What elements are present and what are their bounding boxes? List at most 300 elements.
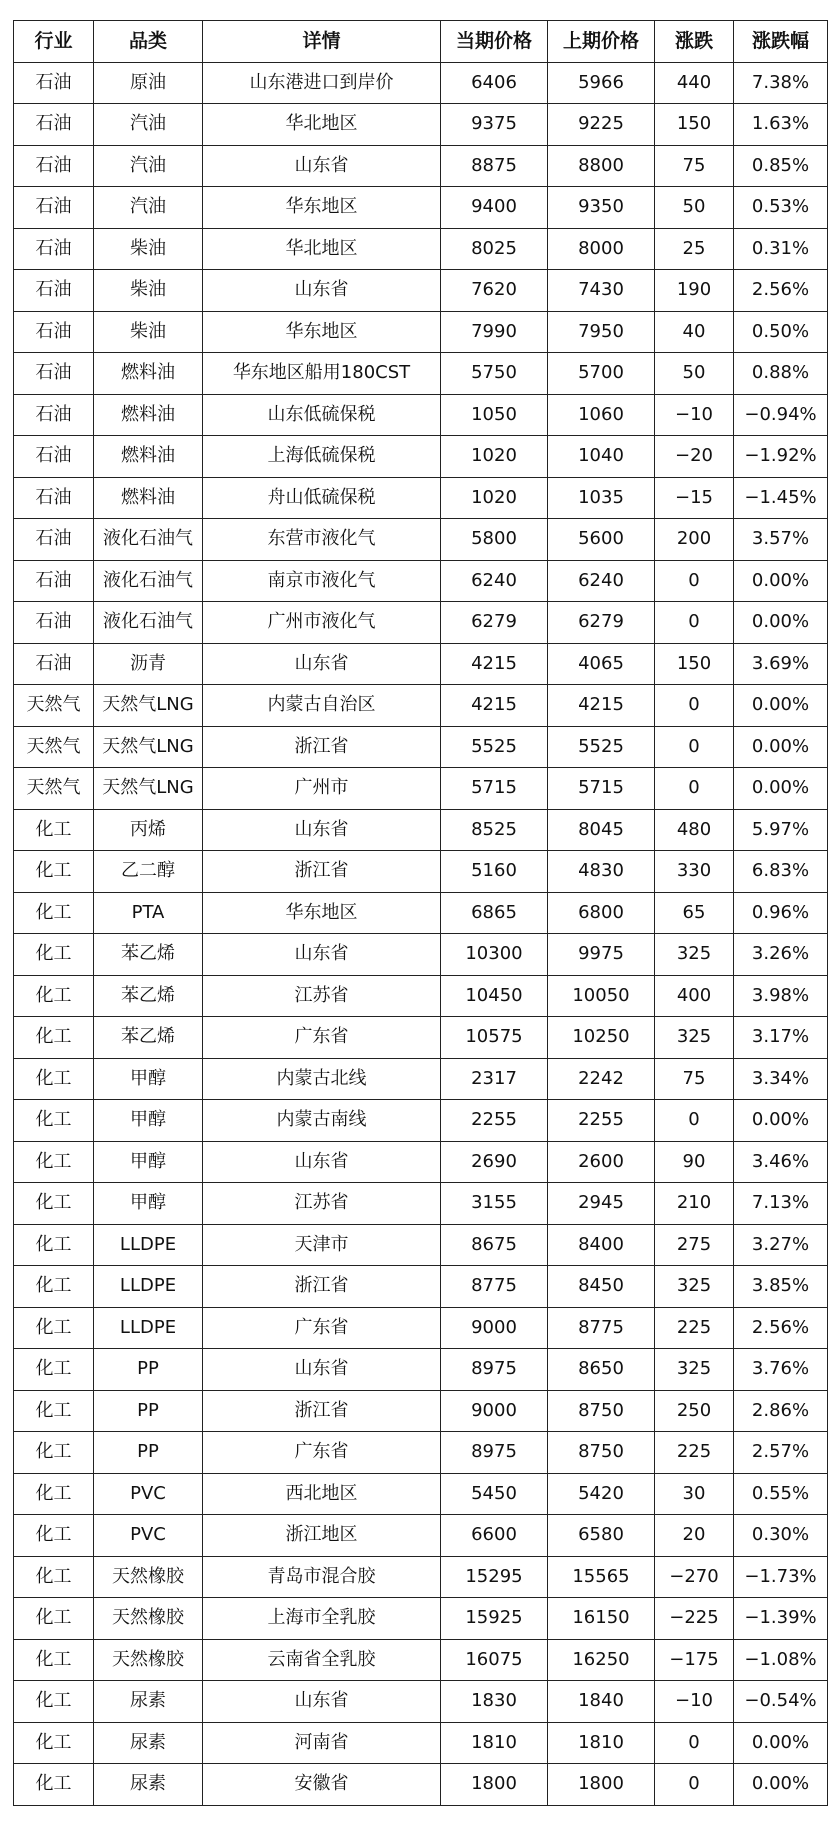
cell-change-percent: 0.30%: [734, 1515, 828, 1557]
cell-previous-price: 9350: [548, 187, 655, 229]
table-row: [14, 1681, 828, 1723]
cell-category: PVC: [94, 1515, 203, 1557]
cell-detail: 广东省: [203, 1017, 441, 1059]
cell-current-price: 4215: [441, 643, 548, 685]
cell-category: 尿素: [94, 1764, 203, 1806]
cell-change-percent: −0.54%: [734, 1681, 828, 1723]
cell-change-percent: −1.39%: [734, 1598, 828, 1640]
cell-category: 汽油: [94, 145, 203, 187]
cell-current-price: 10300: [441, 934, 548, 976]
cell-current-price: 6865: [441, 892, 548, 934]
cell-category: 燃料油: [94, 394, 203, 436]
cell-category: 燃料油: [94, 477, 203, 519]
table-row: [14, 1349, 828, 1391]
cell-change: 225: [655, 1307, 734, 1349]
cell-category: 天然气LNG: [94, 726, 203, 768]
cell-current-price: 1020: [441, 436, 548, 478]
cell-current-price: 9000: [441, 1390, 548, 1432]
cell-change: 400: [655, 975, 734, 1017]
cell-change: 200: [655, 519, 734, 561]
table-row: [14, 187, 828, 229]
cell-previous-price: 16150: [548, 1598, 655, 1640]
cell-current-price: 8775: [441, 1266, 548, 1308]
cell-change-percent: 3.76%: [734, 1349, 828, 1391]
cell-industry: 石油: [14, 353, 94, 395]
cell-change: 20: [655, 1515, 734, 1557]
cell-change-percent: −1.73%: [734, 1556, 828, 1598]
cell-industry: 化工: [14, 1639, 94, 1681]
cell-category: 天然橡胶: [94, 1598, 203, 1640]
table-row: [14, 851, 828, 893]
header-category: 品类: [94, 21, 203, 63]
cell-industry: 化工: [14, 1141, 94, 1183]
cell-industry: 化工: [14, 851, 94, 893]
cell-previous-price: 2600: [548, 1141, 655, 1183]
cell-change: 65: [655, 892, 734, 934]
cell-category: 尿素: [94, 1681, 203, 1723]
cell-industry: 化工: [14, 1100, 94, 1142]
cell-category: PVC: [94, 1473, 203, 1515]
cell-industry: 化工: [14, 1764, 94, 1806]
cell-change: 30: [655, 1473, 734, 1515]
cell-current-price: 6600: [441, 1515, 548, 1557]
cell-category: 甲醇: [94, 1141, 203, 1183]
cell-category: 天然橡胶: [94, 1639, 203, 1681]
cell-category: 天然气LNG: [94, 768, 203, 810]
cell-detail: 内蒙古北线: [203, 1058, 441, 1100]
cell-detail: 山东省: [203, 1141, 441, 1183]
table-body: [14, 62, 828, 1805]
cell-change: 75: [655, 1058, 734, 1100]
cell-detail: 云南省全乳胶: [203, 1639, 441, 1681]
cell-current-price: 8875: [441, 145, 548, 187]
cell-category: PP: [94, 1432, 203, 1474]
table-row: [14, 436, 828, 478]
cell-category: 甲醇: [94, 1100, 203, 1142]
table-row: [14, 726, 828, 768]
cell-category: 甲醇: [94, 1183, 203, 1225]
cell-current-price: 2317: [441, 1058, 548, 1100]
cell-industry: 化工: [14, 934, 94, 976]
cell-previous-price: 6800: [548, 892, 655, 934]
cell-change: 0: [655, 685, 734, 727]
cell-current-price: 8675: [441, 1224, 548, 1266]
cell-industry: 化工: [14, 975, 94, 1017]
table-row: [14, 1017, 828, 1059]
cell-detail: 青岛市混合胶: [203, 1556, 441, 1598]
cell-previous-price: 5525: [548, 726, 655, 768]
cell-industry: 石油: [14, 104, 94, 146]
table-row: [14, 643, 828, 685]
table-row: [14, 1639, 828, 1681]
cell-detail: 上海低硫保税: [203, 436, 441, 478]
cell-change-percent: 0.53%: [734, 187, 828, 229]
cell-change: 210: [655, 1183, 734, 1225]
cell-industry: 化工: [14, 1307, 94, 1349]
cell-change: −10: [655, 1681, 734, 1723]
cell-change: 440: [655, 62, 734, 104]
cell-change-percent: 0.00%: [734, 602, 828, 644]
cell-industry: 石油: [14, 643, 94, 685]
cell-previous-price: 1840: [548, 1681, 655, 1723]
cell-category: LLDPE: [94, 1307, 203, 1349]
cell-change: 150: [655, 104, 734, 146]
cell-change-percent: 0.85%: [734, 145, 828, 187]
table-row: [14, 1307, 828, 1349]
cell-current-price: 8525: [441, 809, 548, 851]
cell-previous-price: 6580: [548, 1515, 655, 1557]
cell-change: 190: [655, 270, 734, 312]
cell-change: 75: [655, 145, 734, 187]
cell-change: 90: [655, 1141, 734, 1183]
cell-category: 沥青: [94, 643, 203, 685]
cell-detail: 山东省: [203, 809, 441, 851]
header-row: [14, 21, 828, 63]
header-detail: 详情: [203, 21, 441, 63]
cell-previous-price: 4830: [548, 851, 655, 893]
cell-current-price: 1810: [441, 1722, 548, 1764]
cell-change-percent: 0.00%: [734, 1100, 828, 1142]
cell-change-percent: 0.00%: [734, 560, 828, 602]
cell-industry: 石油: [14, 62, 94, 104]
cell-change-percent: 6.83%: [734, 851, 828, 893]
cell-industry: 化工: [14, 1224, 94, 1266]
header-previous-price: 上期价格: [548, 21, 655, 63]
cell-change-percent: 0.00%: [734, 726, 828, 768]
cell-current-price: 5450: [441, 1473, 548, 1515]
cell-change: −225: [655, 1598, 734, 1640]
cell-current-price: 5525: [441, 726, 548, 768]
cell-category: PTA: [94, 892, 203, 934]
cell-current-price: 6240: [441, 560, 548, 602]
cell-change: 325: [655, 934, 734, 976]
cell-previous-price: 8750: [548, 1432, 655, 1474]
cell-change: 50: [655, 187, 734, 229]
cell-previous-price: 1035: [548, 477, 655, 519]
header-change: 涨跌: [655, 21, 734, 63]
cell-change-percent: 3.26%: [734, 934, 828, 976]
cell-category: PP: [94, 1349, 203, 1391]
cell-industry: 石油: [14, 436, 94, 478]
cell-change-percent: 3.17%: [734, 1017, 828, 1059]
cell-category: 乙二醇: [94, 851, 203, 893]
cell-current-price: 1020: [441, 477, 548, 519]
cell-industry: 化工: [14, 1017, 94, 1059]
cell-change: 0: [655, 768, 734, 810]
price-table-container: [13, 20, 827, 1806]
cell-change: −20: [655, 436, 734, 478]
table-row: [14, 1266, 828, 1308]
cell-change: −175: [655, 1639, 734, 1681]
cell-current-price: 1830: [441, 1681, 548, 1723]
cell-previous-price: 1040: [548, 436, 655, 478]
cell-category: 天然橡胶: [94, 1556, 203, 1598]
cell-industry: 化工: [14, 1473, 94, 1515]
table-row: [14, 1183, 828, 1225]
cell-detail: 南京市液化气: [203, 560, 441, 602]
cell-change-percent: 3.46%: [734, 1141, 828, 1183]
cell-current-price: 16075: [441, 1639, 548, 1681]
cell-current-price: 8975: [441, 1432, 548, 1474]
cell-change-percent: 3.34%: [734, 1058, 828, 1100]
cell-detail: 山东省: [203, 934, 441, 976]
table-row: [14, 311, 828, 353]
cell-category: 天然气LNG: [94, 685, 203, 727]
table-row: [14, 477, 828, 519]
table-row: [14, 892, 828, 934]
cell-previous-price: 7430: [548, 270, 655, 312]
cell-category: 苯乙烯: [94, 1017, 203, 1059]
cell-previous-price: 16250: [548, 1639, 655, 1681]
cell-current-price: 7990: [441, 311, 548, 353]
cell-category: 汽油: [94, 104, 203, 146]
cell-industry: 化工: [14, 1515, 94, 1557]
cell-detail: 江苏省: [203, 1183, 441, 1225]
cell-change-percent: 0.00%: [734, 1764, 828, 1806]
cell-category: 液化石油气: [94, 519, 203, 561]
table-row: [14, 270, 828, 312]
cell-previous-price: 1800: [548, 1764, 655, 1806]
cell-change-percent: 2.57%: [734, 1432, 828, 1474]
cell-previous-price: 5966: [548, 62, 655, 104]
cell-previous-price: 6240: [548, 560, 655, 602]
cell-detail: 江苏省: [203, 975, 441, 1017]
cell-current-price: 3155: [441, 1183, 548, 1225]
cell-previous-price: 8000: [548, 228, 655, 270]
cell-current-price: 5800: [441, 519, 548, 561]
table-row: [14, 1515, 828, 1557]
cell-current-price: 10575: [441, 1017, 548, 1059]
cell-current-price: 5160: [441, 851, 548, 893]
cell-category: 燃料油: [94, 436, 203, 478]
cell-industry: 石油: [14, 560, 94, 602]
cell-change-percent: 3.85%: [734, 1266, 828, 1308]
cell-previous-price: 8400: [548, 1224, 655, 1266]
cell-change: 0: [655, 602, 734, 644]
cell-detail: 东营市液化气: [203, 519, 441, 561]
table-row: [14, 1473, 828, 1515]
cell-previous-price: 8775: [548, 1307, 655, 1349]
table-row: [14, 1390, 828, 1432]
table-row: [14, 1598, 828, 1640]
cell-detail: 西北地区: [203, 1473, 441, 1515]
cell-detail: 上海市全乳胶: [203, 1598, 441, 1640]
cell-current-price: 15295: [441, 1556, 548, 1598]
cell-category: 甲醇: [94, 1058, 203, 1100]
cell-change: 480: [655, 809, 734, 851]
cell-category: 苯乙烯: [94, 975, 203, 1017]
cell-detail: 华东地区船用180CST: [203, 353, 441, 395]
cell-change-percent: 0.00%: [734, 1722, 828, 1764]
cell-previous-price: 8750: [548, 1390, 655, 1432]
cell-industry: 石油: [14, 270, 94, 312]
cell-change-percent: 0.88%: [734, 353, 828, 395]
cell-detail: 华东地区: [203, 311, 441, 353]
cell-change: 225: [655, 1432, 734, 1474]
cell-previous-price: 2945: [548, 1183, 655, 1225]
cell-change: 0: [655, 1100, 734, 1142]
cell-current-price: 9400: [441, 187, 548, 229]
table-row: [14, 1722, 828, 1764]
cell-previous-price: 1060: [548, 394, 655, 436]
cell-change: 0: [655, 1764, 734, 1806]
cell-change: 325: [655, 1017, 734, 1059]
cell-category: 柴油: [94, 270, 203, 312]
cell-change-percent: 3.57%: [734, 519, 828, 561]
header-change-percent: 涨跌幅: [734, 21, 828, 63]
cell-detail: 山东港进口到岸价: [203, 62, 441, 104]
table-row: [14, 394, 828, 436]
table-row: [14, 975, 828, 1017]
cell-change-percent: 0.50%: [734, 311, 828, 353]
cell-detail: 山东省: [203, 145, 441, 187]
cell-change-percent: 5.97%: [734, 809, 828, 851]
cell-previous-price: 2255: [548, 1100, 655, 1142]
cell-previous-price: 10050: [548, 975, 655, 1017]
cell-change-percent: 2.56%: [734, 1307, 828, 1349]
cell-change-percent: 0.31%: [734, 228, 828, 270]
table-row: [14, 809, 828, 851]
cell-previous-price: 6279: [548, 602, 655, 644]
cell-industry: 化工: [14, 1266, 94, 1308]
cell-previous-price: 5420: [548, 1473, 655, 1515]
cell-current-price: 6406: [441, 62, 548, 104]
cell-change-percent: 1.63%: [734, 104, 828, 146]
cell-industry: 石油: [14, 477, 94, 519]
cell-previous-price: 1810: [548, 1722, 655, 1764]
cell-previous-price: 8045: [548, 809, 655, 851]
cell-current-price: 6279: [441, 602, 548, 644]
cell-change-percent: 7.38%: [734, 62, 828, 104]
table-row: [14, 1432, 828, 1474]
cell-current-price: 7620: [441, 270, 548, 312]
cell-industry: 石油: [14, 394, 94, 436]
cell-change-percent: 2.86%: [734, 1390, 828, 1432]
cell-change-percent: 0.00%: [734, 685, 828, 727]
cell-change-percent: −1.92%: [734, 436, 828, 478]
cell-industry: 石油: [14, 187, 94, 229]
cell-detail: 山东省: [203, 1681, 441, 1723]
table-row: [14, 228, 828, 270]
cell-previous-price: 5600: [548, 519, 655, 561]
cell-category: 尿素: [94, 1722, 203, 1764]
cell-category: 丙烯: [94, 809, 203, 851]
cell-industry: 化工: [14, 1058, 94, 1100]
cell-industry: 化工: [14, 892, 94, 934]
table-row: [14, 1141, 828, 1183]
table-row: [14, 685, 828, 727]
cell-previous-price: 5715: [548, 768, 655, 810]
cell-current-price: 2255: [441, 1100, 548, 1142]
cell-detail: 广州市: [203, 768, 441, 810]
cell-detail: 舟山低硫保税: [203, 477, 441, 519]
table-row: [14, 519, 828, 561]
table-row: [14, 1100, 828, 1142]
cell-previous-price: 8650: [548, 1349, 655, 1391]
cell-current-price: 4215: [441, 685, 548, 727]
cell-detail: 内蒙古自治区: [203, 685, 441, 727]
cell-change-percent: 7.13%: [734, 1183, 828, 1225]
table-row: [14, 934, 828, 976]
cell-current-price: 5750: [441, 353, 548, 395]
cell-detail: 天津市: [203, 1224, 441, 1266]
cell-change-percent: −1.08%: [734, 1639, 828, 1681]
cell-category: LLDPE: [94, 1224, 203, 1266]
cell-current-price: 10450: [441, 975, 548, 1017]
cell-previous-price: 9225: [548, 104, 655, 146]
cell-change-percent: 3.27%: [734, 1224, 828, 1266]
table-row: [14, 1224, 828, 1266]
cell-industry: 化工: [14, 1183, 94, 1225]
cell-change: 25: [655, 228, 734, 270]
cell-change-percent: −0.94%: [734, 394, 828, 436]
cell-category: 汽油: [94, 187, 203, 229]
cell-current-price: 1050: [441, 394, 548, 436]
table-row: [14, 560, 828, 602]
cell-detail: 河南省: [203, 1722, 441, 1764]
cell-category: 燃料油: [94, 353, 203, 395]
cell-previous-price: 8800: [548, 145, 655, 187]
cell-detail: 浙江省: [203, 1266, 441, 1308]
cell-industry: 化工: [14, 1598, 94, 1640]
cell-current-price: 8975: [441, 1349, 548, 1391]
cell-change: 0: [655, 726, 734, 768]
cell-industry: 化工: [14, 809, 94, 851]
cell-change: 0: [655, 560, 734, 602]
cell-change-percent: 3.98%: [734, 975, 828, 1017]
cell-previous-price: 10250: [548, 1017, 655, 1059]
cell-industry: 化工: [14, 1349, 94, 1391]
table-row: [14, 768, 828, 810]
cell-industry: 天然气: [14, 685, 94, 727]
cell-current-price: 1800: [441, 1764, 548, 1806]
cell-industry: 天然气: [14, 726, 94, 768]
cell-industry: 石油: [14, 311, 94, 353]
cell-industry: 石油: [14, 228, 94, 270]
cell-change: 325: [655, 1266, 734, 1308]
cell-industry: 化工: [14, 1556, 94, 1598]
cell-previous-price: 9975: [548, 934, 655, 976]
cell-detail: 华北地区: [203, 104, 441, 146]
cell-category: 柴油: [94, 228, 203, 270]
cell-detail: 山东省: [203, 270, 441, 312]
cell-industry: 化工: [14, 1432, 94, 1474]
cell-detail: 广州市液化气: [203, 602, 441, 644]
table-row: [14, 62, 828, 104]
cell-current-price: 2690: [441, 1141, 548, 1183]
cell-industry: 石油: [14, 519, 94, 561]
cell-change-percent: 2.56%: [734, 270, 828, 312]
cell-industry: 化工: [14, 1722, 94, 1764]
cell-detail: 山东省: [203, 643, 441, 685]
cell-detail: 广东省: [203, 1432, 441, 1474]
price-table: [13, 20, 828, 1806]
cell-detail: 浙江地区: [203, 1515, 441, 1557]
cell-previous-price: 2242: [548, 1058, 655, 1100]
cell-previous-price: 4215: [548, 685, 655, 727]
cell-detail: 浙江省: [203, 1390, 441, 1432]
table-row: [14, 1058, 828, 1100]
cell-change: −270: [655, 1556, 734, 1598]
cell-current-price: 15925: [441, 1598, 548, 1640]
cell-change: 325: [655, 1349, 734, 1391]
cell-category: LLDPE: [94, 1266, 203, 1308]
cell-change: 150: [655, 643, 734, 685]
cell-change: 0: [655, 1722, 734, 1764]
cell-change: −15: [655, 477, 734, 519]
cell-detail: 华东地区: [203, 892, 441, 934]
cell-detail: 内蒙古南线: [203, 1100, 441, 1142]
